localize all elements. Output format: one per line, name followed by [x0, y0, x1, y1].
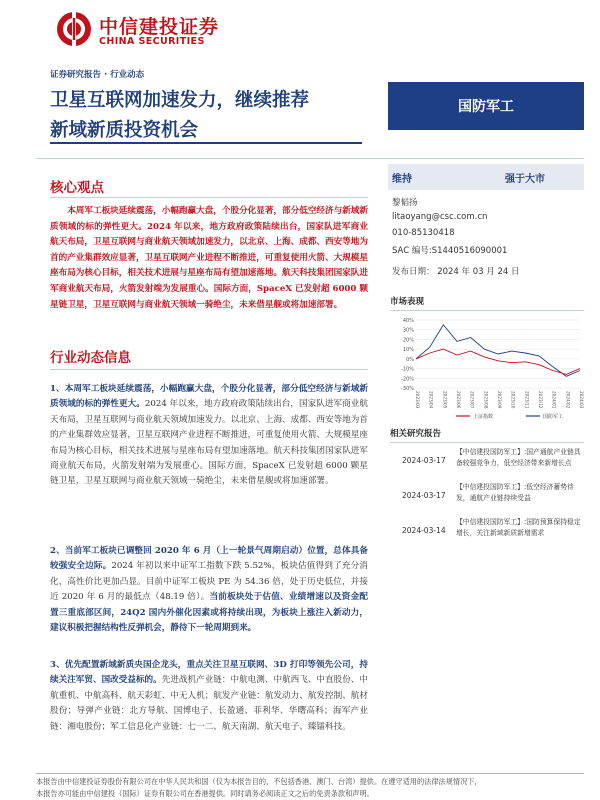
core-view-text: 本周军工板块延续震荡，小幅跑赢大盘，个股分化显著，部分低空经济与新域新质领域的标的弹性更大。2024 年以来，地方政府政策陆续出台，国家队进军商业航天布局，卫星互联网与商业航天领域加速发力，以北京、上海、成都、西安等地为首的产业集群效应显著，卫星互联网产业进程不断推进，可重复使用火箭、大规模星座布局为核心目标，相关技术进展与星座布局有望加速落地。航天科技集团国家队进军商业航天布局，火箭发射端为发展重心。国际方面，SpaceX 已发射超 6000 颗星链卫星，卫星互联网与商业航天领域一骑绝尘，未来借星舰或将加速部署。 [50, 206, 368, 310]
footer-rule [36, 773, 584, 774]
x-tick-label: 2023/03 [415, 391, 420, 409]
y-tick-label: 20% [402, 337, 414, 344]
paragraph-2 [50, 544, 368, 636]
x-tick-label: 2023/07 [469, 391, 475, 409]
x-tick-label: 2023/04 [428, 391, 434, 409]
x-tick-label: 2023/09 [497, 391, 502, 409]
related-reports-rule [390, 442, 584, 443]
title-underline [50, 142, 362, 144]
series-line [416, 349, 580, 374]
logo-emblem-icon [55, 10, 93, 48]
y-tick-label: -10% [401, 366, 414, 373]
disclaimer-line1: 本报告由中信建投证券股份有限公司在中华人民共和国（仅为本报告目的，不包括香港、澳门、台湾）提供。在遵守适用的法律法规情况下， [36, 777, 482, 786]
paragraph-3 [50, 658, 368, 735]
y-tick-label: 10% [402, 347, 414, 354]
related-reports-heading: 相关研究报告 [390, 429, 442, 439]
y-tick-label: -20% [401, 376, 414, 383]
market-performance-rule [390, 310, 584, 311]
document-type: 证券研究报告 · 行业动态 [50, 70, 145, 80]
paragraph-1-body: 2024 年以来，地方政府政策陆续出台，国家队进军商业航天布局，卫星互联网与商业航天领域加速发力。以北京、上海、成都、西安等地为首的产业集群效应显著，卫星互联网产业进程不断推进，可重复使用火箭、大规模星座布局为核心目标，相关技术进展与星座布局有望加速落地。航天科技集团国家队进军商业航天布局，火箭发射端为发展重心。国际方面，SpaceX 已发射超 6000 颗星链卫星，卫星互联网与商业航天领域一骑绝尘，未来借星舰或将加速部署。 [50, 399, 368, 487]
x-tick-label: 2023/06 [456, 391, 461, 409]
y-tick-label: 0% [406, 356, 414, 363]
legend-label: 上证指数 [473, 414, 494, 420]
publish-date: 发布日期： 2024 年 03 月 24 日 [392, 267, 520, 277]
paragraph-2-body: 2024 年初以来中证军工指数下跌 5.52%，板块估值得到了充分消化，高性价比更加凸显。目前中证军工板块 PE 为 54.36 倍，处于历史低位，并接近 2020 年 6 月的最低点（48.19 倍）。 [50, 561, 368, 603]
disclaimer-line2: 本报告亦可能由中信建投（国际）证券有限公司在香港提供。同时请务必阅读正文之后的免责条款和声明。 [36, 788, 374, 798]
header-divider [36, 158, 584, 159]
core-view-heading: 核心观点 [50, 180, 104, 196]
x-tick-label: 2024/03 [579, 391, 584, 409]
x-tick-label: 2024/01 [551, 391, 557, 409]
analyst-phone: 010-85130418 [392, 228, 455, 238]
related-report-date: 2024-03-17 [402, 491, 446, 500]
x-tick-label: 2023/12 [538, 391, 543, 409]
company-logo [55, 8, 225, 52]
related-report-date: 2024-03-17 [402, 456, 446, 465]
report-title-line1: 卫星互联网加速发力，继续推荐 [50, 90, 310, 111]
related-report-title[interactable]: 【中信建投国防军工】:低空经济蓄势待发，通航产业链持续受益 [456, 483, 574, 502]
core-view-rule [50, 197, 368, 198]
related-report-item[interactable] [390, 447, 586, 481]
paragraph-3-lead: 3、优先配置新域新质央国企龙头，重点关注卫星互联网、3D 打印等领先公司，持续关注军贸、国改受益标的。 [50, 660, 368, 686]
x-tick-label: 2023/11 [524, 391, 530, 409]
y-tick-label: 40% [402, 318, 414, 324]
related-report-date: 2024-03-14 [402, 526, 446, 535]
disclaimer-footer [36, 776, 596, 799]
analyst-name: 黎韬扬 [392, 198, 418, 208]
y-tick-label: 30% [402, 327, 414, 334]
x-tick-label: 2023/10 [510, 391, 516, 409]
x-tick-label: 2023/05 [442, 391, 448, 409]
market-performance-heading: 市场表现 [390, 297, 425, 307]
related-report-title[interactable]: 【中信建投国防军工】:国产通航产业链具备较强竞争力，低空经济带来新增长点 [456, 448, 581, 467]
x-tick-label: 2023/08 [483, 391, 489, 409]
related-report-item[interactable] [390, 517, 586, 551]
related-report-title[interactable]: 【中信建投国防军工】:国防预算保持稳定增长，关注新域新质新增需求 [456, 518, 581, 537]
analyst-sac-number: SAC 编号:S1440516090001 [392, 246, 508, 256]
legend-label: 国防军工 [543, 414, 564, 420]
related-report-item[interactable] [390, 482, 586, 516]
industry-dynamics-rule [50, 369, 368, 370]
logo-english-text: CHINA SECURITIES [99, 36, 205, 47]
report-title-line2: 新域新质投资机会 [50, 120, 199, 141]
sector-badge: 国防军工 [388, 82, 584, 130]
paragraph-1 [50, 382, 368, 490]
analyst-email: litaoyang@csc.com.cn [392, 212, 488, 222]
paragraph-2-conclusion: 当前板块处于估值、业绩增速以及资金配置三重底部区间，24Q2 国内外催化因素或将持续出现，为板块上涨注入新动力，建议积极把握结构性反弹机会，静待下一轮周期到来。 [50, 592, 368, 634]
x-tick-label: 2024/02 [565, 391, 571, 409]
rating-value: 强于大市 [505, 174, 545, 185]
y-tick-label: -30% [401, 386, 414, 392]
rating-label: 维持 [392, 174, 412, 185]
rating-box [388, 164, 584, 190]
paragraph-2-lead: 2、当前军工板块已调整回 2020 年 6 月（上一轮景气周期启动）位置，总体具备较强安全边际。 [50, 546, 368, 572]
industry-dynamics-heading: 行业动态信息 [50, 350, 131, 366]
market-performance-chart [390, 314, 586, 424]
paragraph-3-body: 先进战机产业链：中航电测、中航西飞、中直股份、中航重机、中航高科、航天彩虹、中无人机；航发产业链：航发动力、航发控制、航材股份；导弹产业链：北方导航、国博电子、长盈通、菲利华、华曙高科；海军产业链：湘电股份；军工信息化产业链：七一二、航天南湖、航天电子、臻镭科技。 [50, 675, 368, 732]
logo-chinese-text: 中信建投证券 [99, 16, 220, 38]
paragraph-1-lead: 1、本周军工板块延续震荡，小幅跑赢大盘，个股分化显著，部分低空经济与新域新质领域的标的弹性更大。 [50, 384, 368, 410]
